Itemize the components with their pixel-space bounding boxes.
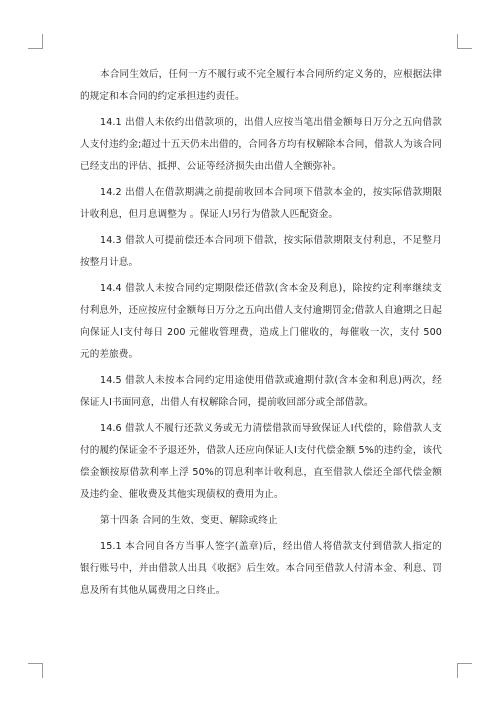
- crop-mark-bottom-right: [457, 663, 472, 678]
- paragraph-14-3: 14.3 借款人可提前偿还本合同项下借款，按实际借款期限支付利息，不足整月按整月计息。: [80, 235, 442, 268]
- crop-mark-bottom-left: [28, 663, 43, 678]
- section-heading: 第十四条 合同的生效、变更、解除或终止: [100, 515, 278, 526]
- paragraph-14-4: 14.4 借款人未按合同约定期限偿还借款(含本金及利息)，除按约定利率继续支付利息外，还应按应付金额每日万分之五向出借人支付逾期罚金;借款人自逾期之日起向保证人I支付每日 200 元催收管理费，造成上门催收的，每催收一次，支付 500 元的差旅费。: [80, 283, 442, 360]
- paragraph-15-1: 15.1 本合同自各方当事人签字(盖章)后，经出借人将借款支付到借款人指定的银行账号中，并由借款人出具《收据》后生效。本合同至借款人付清本金、利息、罚息及所有其他从属费用之日终止。: [80, 541, 442, 596]
- crop-mark-top-left: [28, 34, 43, 49]
- document-body: [80, 64, 442, 606]
- paragraph-intro: 本合同生效后，任何一方不履行或不完全履行本合同所约定义务的，应根据法律的规定和本合同的约定承担违约责任。: [80, 69, 442, 102]
- paragraph-14-1: 14.1 出借人未依约出借款项的，出借人应按当笔出借金额每日万分之五向借款人支付违约金;超过十五天仍未出借的，合同各方均有权解除本合同，借款人为该合同已经支出的评估、抵押、公证等经济损失由出借人全额弥补。: [80, 117, 442, 172]
- paragraph-14-2: 14.2 出借人在借款期满之前提前收回本合同项下借款本金的，按实际借款期限计收利息，但月息调整为 。保证人I另行为借款人匹配资金。: [80, 187, 442, 220]
- paragraph-14-5: 14.5 借款人未按本合同约定用途使用借款或逾期付款(含本金和利息)两次，经保证人I书面同意，出借人有权解除合同，提前收回部分或全部借款。: [80, 375, 442, 408]
- crop-mark-top-right: [457, 34, 472, 49]
- paragraph-14-6: 14.6 借款人不履行还款义务或无力清偿借款而导致保证人I代偿的，除借款人支付的履约保证金不予退还外，借款人还应向保证人I支付代偿金额 5%的违约金，该代偿金额按原借款利率上浮 50%的罚息利率计收利息，直至借款人偿还全部代偿金额及违约金、催收费及其他实现债权的费用为止。: [80, 423, 442, 500]
